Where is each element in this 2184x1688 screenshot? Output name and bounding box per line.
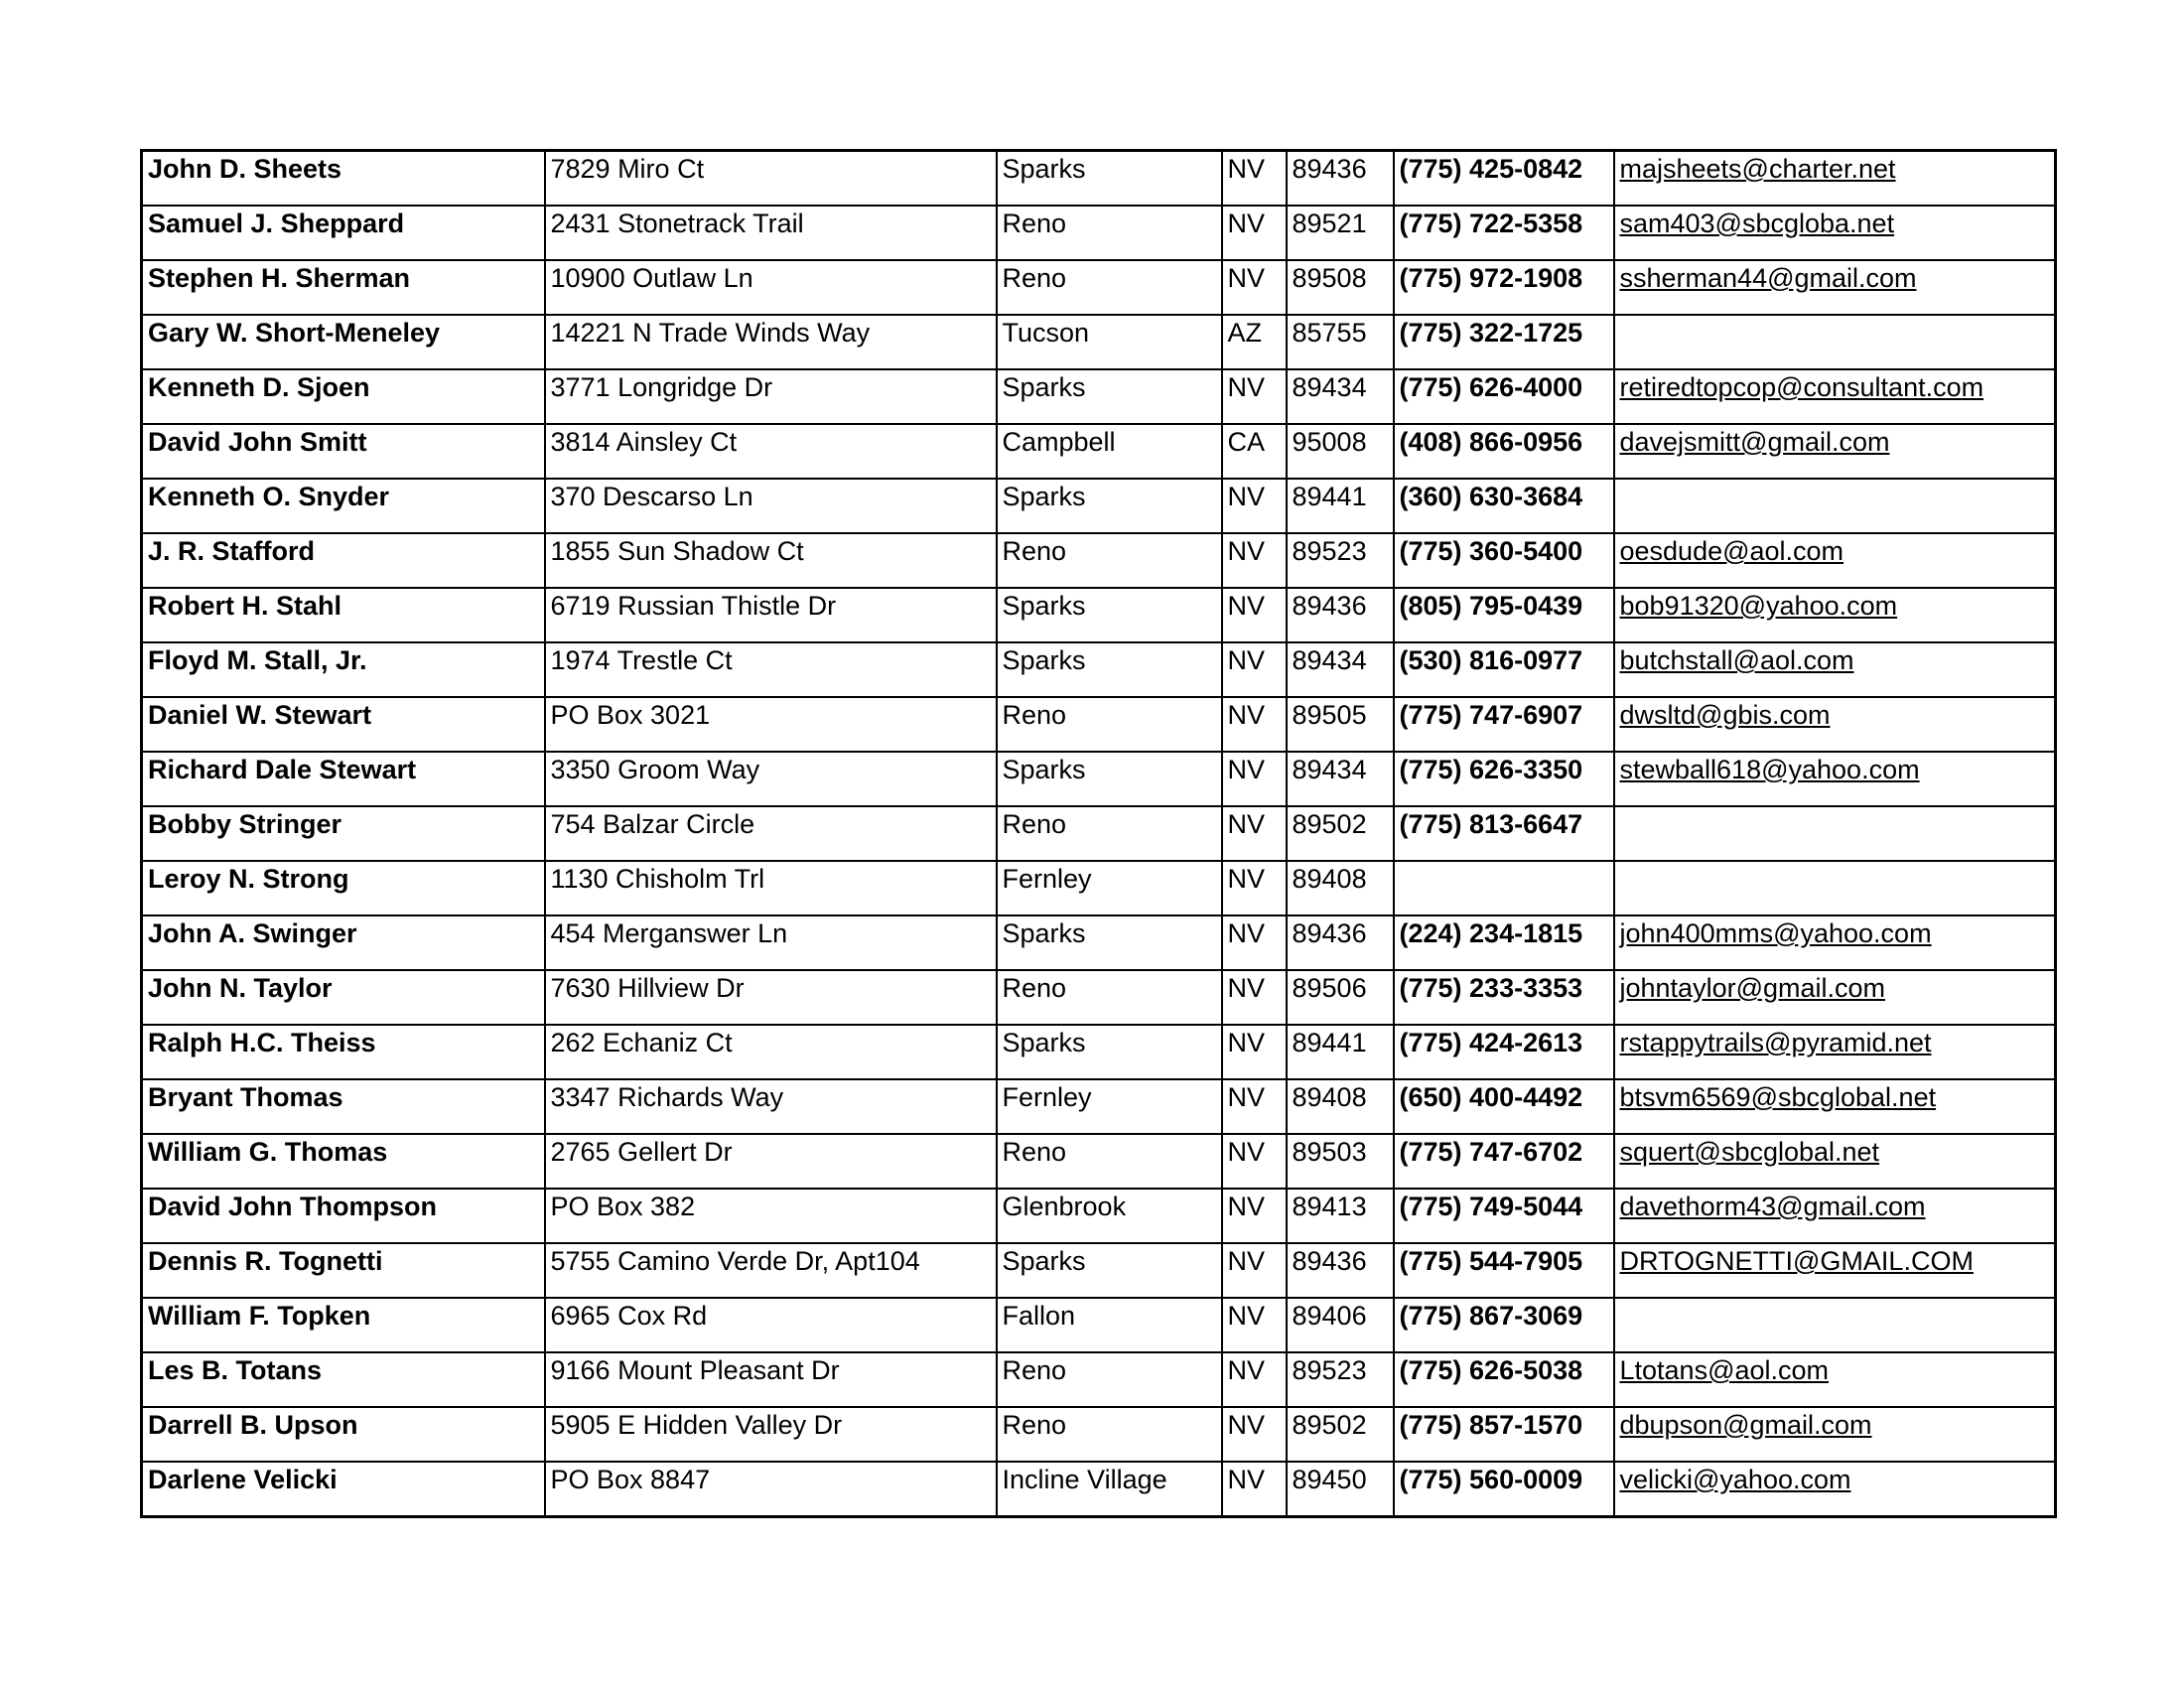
member-email-link[interactable]: sam403@sbcgloba.net [1619,209,1895,238]
member-email-cell [1614,315,2056,369]
member-zip-cell: 89406 [1287,1298,1394,1352]
member-name-cell: Les B. Totans [142,1352,545,1407]
member-name-cell: William G. Thomas [142,1134,545,1189]
member-phone-cell: (775) 560-0009 [1394,1462,1614,1517]
member-phone-cell: (775) 425-0842 [1394,151,1614,207]
member-email-link[interactable]: squert@sbcglobal.net [1619,1137,1880,1167]
member-zip-cell: 89436 [1287,1243,1394,1298]
table-row [142,970,2056,1025]
member-zip-cell: 95008 [1287,424,1394,479]
member-city-cell: Reno [997,533,1222,588]
member-email-cell [1614,1025,2056,1079]
table-row [142,369,2056,424]
member-address-cell: 1130 Chisholm Trl [545,861,997,915]
member-state-cell: NV [1222,1079,1287,1134]
member-phone-cell: (775) 626-4000 [1394,369,1614,424]
member-address-cell: 3814 Ainsley Ct [545,424,997,479]
member-zip-cell: 89523 [1287,533,1394,588]
member-state-cell: NV [1222,642,1287,697]
member-email-link[interactable]: btsvm6569@sbcglobal.net [1619,1082,1937,1112]
member-state-cell: NV [1222,1243,1287,1298]
member-email-link[interactable]: dwsltd@gbis.com [1619,700,1831,730]
member-address-cell: 3771 Longridge Dr [545,369,997,424]
member-zip-cell: 89436 [1287,588,1394,642]
member-address-cell: 1855 Sun Shadow Ct [545,533,997,588]
member-zip-cell: 89436 [1287,915,1394,970]
member-phone-cell: (775) 747-6907 [1394,697,1614,752]
member-address-cell: 9166 Mount Pleasant Dr [545,1352,997,1407]
table-row [142,1134,2056,1189]
member-phone-cell: (775) 747-6702 [1394,1134,1614,1189]
member-zip-cell: 89408 [1287,1079,1394,1134]
member-name-cell: Bobby Stringer [142,806,545,861]
member-city-cell: Reno [997,697,1222,752]
member-phone-cell: (775) 813-6647 [1394,806,1614,861]
member-state-cell: NV [1222,260,1287,315]
member-email-cell [1614,1352,2056,1407]
table-row [142,151,2056,207]
member-name-cell: Gary W. Short-Meneley [142,315,545,369]
roster-body [142,151,2056,1517]
table-row [142,806,2056,861]
member-state-cell: NV [1222,1298,1287,1352]
member-address-cell: 454 Merganswer Ln [545,915,997,970]
member-name-cell: Stephen H. Sherman [142,260,545,315]
member-email-cell [1614,1243,2056,1298]
member-email-link[interactable]: majsheets@charter.net [1619,154,1896,184]
member-city-cell: Fernley [997,1079,1222,1134]
member-email-link[interactable]: davethorm43@gmail.com [1619,1192,1926,1221]
member-zip-cell: 89434 [1287,642,1394,697]
table-row [142,1352,2056,1407]
member-name-cell: Daniel W. Stewart [142,697,545,752]
member-zip-cell: 89508 [1287,260,1394,315]
member-city-cell: Campbell [997,424,1222,479]
member-city-cell: Sparks [997,752,1222,806]
member-city-cell: Glenbrook [997,1189,1222,1243]
member-name-cell: Ralph H.C. Theiss [142,1025,545,1079]
member-roster-table [140,149,2057,1518]
member-phone-cell [1394,861,1614,915]
member-name-cell: J. R. Stafford [142,533,545,588]
member-city-cell: Reno [997,260,1222,315]
member-phone-cell: (775) 626-5038 [1394,1352,1614,1407]
member-email-cell [1614,260,2056,315]
member-city-cell: Tucson [997,315,1222,369]
member-address-cell: 3350 Groom Way [545,752,997,806]
member-state-cell: NV [1222,479,1287,533]
member-address-cell: 10900 Outlaw Ln [545,260,997,315]
table-row [142,752,2056,806]
member-name-cell: David John Smitt [142,424,545,479]
table-row [142,1025,2056,1079]
member-address-cell: 14221 N Trade Winds Way [545,315,997,369]
member-name-cell: John D. Sheets [142,151,545,207]
member-name-cell: Leroy N. Strong [142,861,545,915]
member-phone-cell: (775) 360-5400 [1394,533,1614,588]
member-city-cell: Reno [997,806,1222,861]
member-email-cell [1614,697,2056,752]
member-name-cell: Darlene Velicki [142,1462,545,1517]
member-zip-cell: 89505 [1287,697,1394,752]
member-email-cell [1614,424,2056,479]
table-row [142,1407,2056,1462]
member-email-link[interactable]: davejsmitt@gmail.com [1619,427,1890,457]
member-email-cell [1614,642,2056,697]
member-state-cell: NV [1222,151,1287,207]
member-city-cell: Sparks [997,1025,1222,1079]
member-city-cell: Reno [997,1134,1222,1189]
member-email-link[interactable]: rstappytrails@pyramid.net [1619,1028,1932,1057]
member-phone-cell: (775) 867-3069 [1394,1298,1614,1352]
member-address-cell: PO Box 3021 [545,697,997,752]
member-phone-cell: (775) 749-5044 [1394,1189,1614,1243]
table-row [142,588,2056,642]
member-state-cell: NV [1222,369,1287,424]
member-zip-cell: 89523 [1287,1352,1394,1407]
member-state-cell: NV [1222,861,1287,915]
member-email-cell [1614,1462,2056,1517]
table-row [142,697,2056,752]
member-phone-cell: (775) 322-1725 [1394,315,1614,369]
member-email-cell [1614,588,2056,642]
member-city-cell: Sparks [997,1243,1222,1298]
member-address-cell: 7829 Miro Ct [545,151,997,207]
member-name-cell: Samuel J. Sheppard [142,206,545,260]
member-zip-cell: 89503 [1287,1134,1394,1189]
member-zip-cell: 85755 [1287,315,1394,369]
member-email-cell [1614,915,2056,970]
member-email-link[interactable]: velicki@yahoo.com [1619,1465,1851,1494]
member-state-cell: NV [1222,915,1287,970]
member-phone-cell: (805) 795-0439 [1394,588,1614,642]
member-email-link[interactable]: johntaylor@gmail.com [1619,973,1886,1003]
member-city-cell: Reno [997,970,1222,1025]
member-zip-cell: 89521 [1287,206,1394,260]
member-address-cell: PO Box 8847 [545,1462,997,1517]
member-email-cell [1614,1298,2056,1352]
member-city-cell: Fallon [997,1298,1222,1352]
member-zip-cell: 89441 [1287,479,1394,533]
member-city-cell: Sparks [997,151,1222,207]
table-row [142,1189,2056,1243]
table-row [142,1243,2056,1298]
member-address-cell: 7630 Hillview Dr [545,970,997,1025]
member-email-cell [1614,479,2056,533]
table-row [142,260,2056,315]
member-city-cell: Sparks [997,369,1222,424]
member-zip-cell: 89434 [1287,369,1394,424]
member-email-link[interactable]: Ltotans@aol.com [1619,1355,1830,1385]
member-phone-cell: (530) 816-0977 [1394,642,1614,697]
member-phone-cell: (360) 630-3684 [1394,479,1614,533]
member-email-link[interactable]: butchstall@aol.com [1619,645,1854,675]
member-city-cell: Incline Village [997,1462,1222,1517]
member-zip-cell: 89506 [1287,970,1394,1025]
member-zip-cell: 89413 [1287,1189,1394,1243]
table-row [142,479,2056,533]
member-city-cell: Reno [997,1352,1222,1407]
member-email-link[interactable]: john400mms@yahoo.com [1619,918,1932,948]
member-name-cell: William F. Topken [142,1298,545,1352]
member-address-cell: 6719 Russian Thistle Dr [545,588,997,642]
member-zip-cell: 89450 [1287,1462,1394,1517]
member-name-cell: Kenneth D. Sjoen [142,369,545,424]
member-state-cell: NV [1222,206,1287,260]
member-email-link[interactable]: bob91320@yahoo.com [1619,591,1898,621]
member-email-link[interactable]: dbupson@gmail.com [1619,1410,1872,1440]
member-zip-cell: 89434 [1287,752,1394,806]
member-name-cell: John N. Taylor [142,970,545,1025]
member-address-cell: 2765 Gellert Dr [545,1134,997,1189]
table-row [142,206,2056,260]
member-name-cell: Darrell B. Upson [142,1407,545,1462]
member-city-cell: Sparks [997,642,1222,697]
member-name-cell: Bryant Thomas [142,1079,545,1134]
member-address-cell: 3347 Richards Way [545,1079,997,1134]
member-email-link[interactable]: DRTOGNETTI@GMAIL.COM [1619,1246,1974,1276]
member-address-cell: 262 Echaniz Ct [545,1025,997,1079]
member-email-cell [1614,1189,2056,1243]
table-row [142,1079,2056,1134]
table-row [142,861,2056,915]
table-row [142,533,2056,588]
member-email-cell [1614,206,2056,260]
member-email-cell [1614,1079,2056,1134]
member-zip-cell: 89436 [1287,151,1394,207]
member-email-cell [1614,533,2056,588]
member-zip-cell: 89408 [1287,861,1394,915]
member-address-cell: PO Box 382 [545,1189,997,1243]
member-email-cell [1614,1134,2056,1189]
member-state-cell: NV [1222,752,1287,806]
member-zip-cell: 89502 [1287,1407,1394,1462]
table-row [142,1298,2056,1352]
member-name-cell: Kenneth O. Snyder [142,479,545,533]
member-address-cell: 5755 Camino Verde Dr, Apt104 [545,1243,997,1298]
member-state-cell: AZ [1222,315,1287,369]
member-name-cell: David John Thompson [142,1189,545,1243]
member-address-cell: 2431 Stonetrack Trail [545,206,997,260]
member-phone-cell: (650) 400-4492 [1394,1079,1614,1134]
member-email-link[interactable]: ssherman44@gmail.com [1619,263,1917,293]
member-address-cell: 6965 Cox Rd [545,1298,997,1352]
member-state-cell: NV [1222,1407,1287,1462]
member-phone-cell: (775) 857-1570 [1394,1407,1614,1462]
member-phone-cell: (775) 544-7905 [1394,1243,1614,1298]
member-email-cell [1614,861,2056,915]
member-email-cell [1614,151,2056,207]
member-address-cell: 754 Balzar Circle [545,806,997,861]
member-email-cell [1614,369,2056,424]
member-state-cell: CA [1222,424,1287,479]
member-name-cell: John A. Swinger [142,915,545,970]
member-state-cell: NV [1222,588,1287,642]
member-state-cell: NV [1222,1189,1287,1243]
member-email-link[interactable]: retiredtopcop@consultant.com [1619,372,1984,402]
member-city-cell: Sparks [997,588,1222,642]
member-city-cell: Sparks [997,915,1222,970]
member-name-cell: Dennis R. Tognetti [142,1243,545,1298]
table-row [142,424,2056,479]
member-address-cell: 5905 E Hidden Valley Dr [545,1407,997,1462]
member-state-cell: NV [1222,1025,1287,1079]
member-email-link[interactable]: oesdude@aol.com [1619,536,1844,566]
member-address-cell: 370 Descarso Ln [545,479,997,533]
member-state-cell: NV [1222,1352,1287,1407]
member-name-cell: Floyd M. Stall, Jr. [142,642,545,697]
member-state-cell: NV [1222,1462,1287,1517]
member-email-cell [1614,970,2056,1025]
member-state-cell: NV [1222,970,1287,1025]
member-phone-cell: (775) 722-5358 [1394,206,1614,260]
table-row [142,1462,2056,1517]
member-phone-cell: (775) 424-2613 [1394,1025,1614,1079]
member-city-cell: Fernley [997,861,1222,915]
member-zip-cell: 89441 [1287,1025,1394,1079]
member-email-cell [1614,1407,2056,1462]
member-phone-cell: (775) 626-3350 [1394,752,1614,806]
member-name-cell: Richard Dale Stewart [142,752,545,806]
table-row [142,915,2056,970]
member-city-cell: Sparks [997,479,1222,533]
member-name-cell: Robert H. Stahl [142,588,545,642]
member-email-cell [1614,752,2056,806]
member-email-cell [1614,806,2056,861]
table-row [142,315,2056,369]
member-phone-cell: (224) 234-1815 [1394,915,1614,970]
table-row [142,642,2056,697]
member-state-cell: NV [1222,697,1287,752]
member-city-cell: Reno [997,206,1222,260]
member-state-cell: NV [1222,806,1287,861]
member-zip-cell: 89502 [1287,806,1394,861]
member-state-cell: NV [1222,533,1287,588]
member-phone-cell: (408) 866-0956 [1394,424,1614,479]
member-phone-cell: (775) 233-3353 [1394,970,1614,1025]
member-phone-cell: (775) 972-1908 [1394,260,1614,315]
member-city-cell: Reno [997,1407,1222,1462]
member-email-link[interactable]: stewball618@yahoo.com [1619,755,1920,784]
member-state-cell: NV [1222,1134,1287,1189]
member-address-cell: 1974 Trestle Ct [545,642,997,697]
